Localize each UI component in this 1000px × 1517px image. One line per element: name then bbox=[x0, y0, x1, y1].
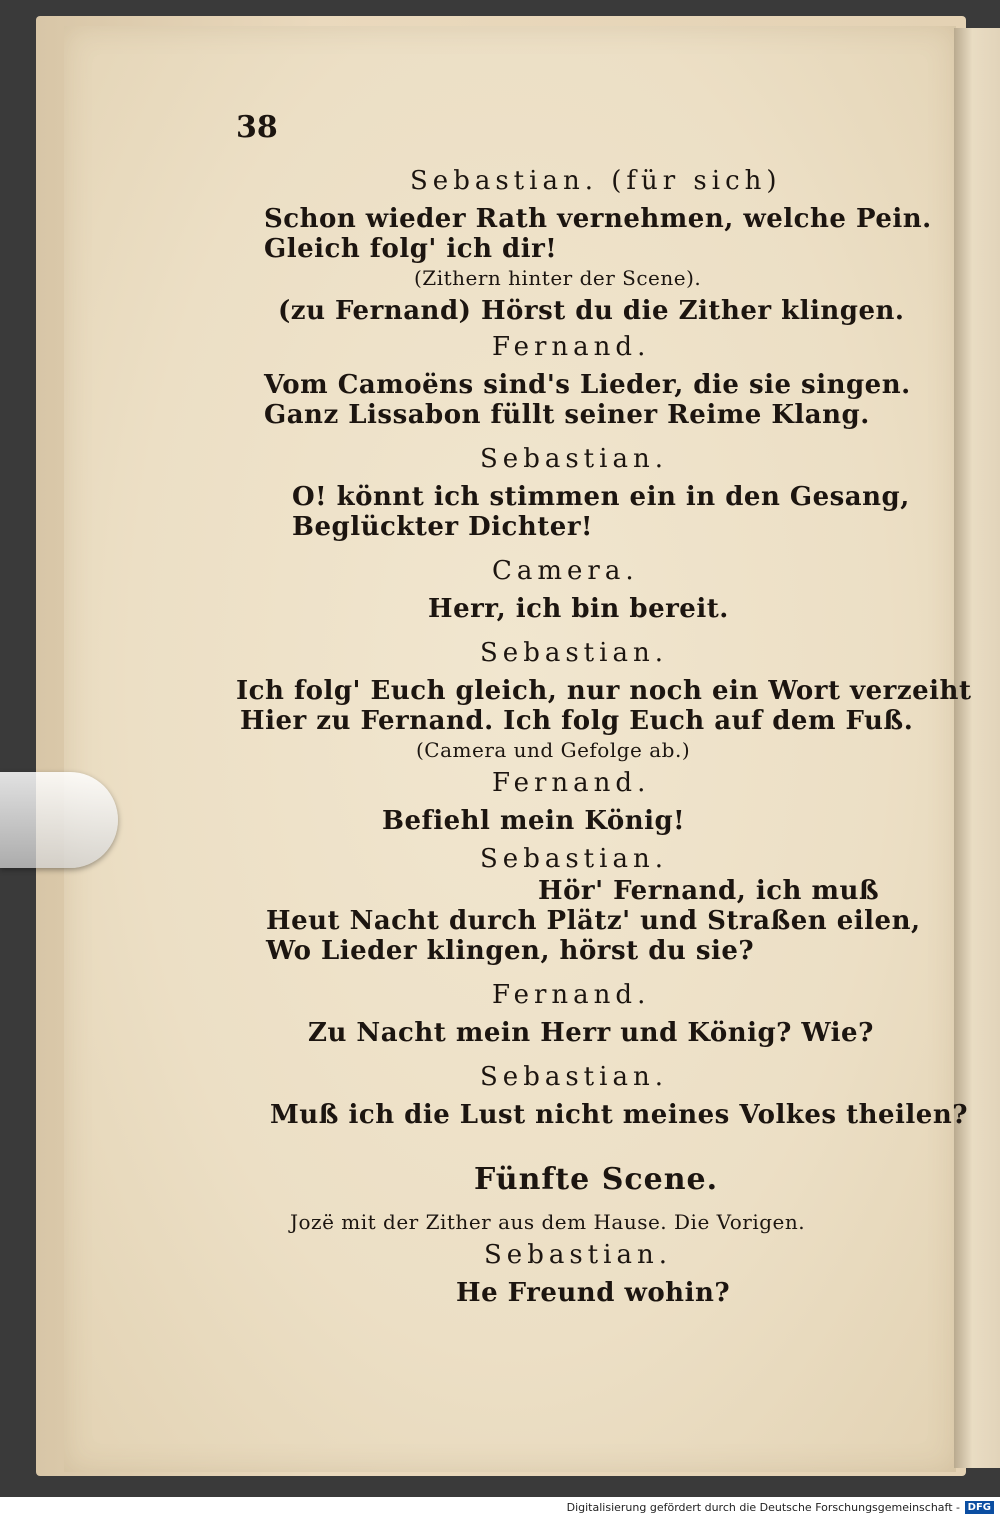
speaker-line: Sebastian. bbox=[484, 1240, 672, 1270]
footer-bar bbox=[0, 1497, 1000, 1517]
speaker-line: Fernand. bbox=[492, 980, 651, 1010]
stage-direction: (Zithern hinter der Scene). bbox=[414, 266, 702, 290]
stage-direction: Jozë mit der Zither aus dem Hause. Die Vorigen. bbox=[290, 1210, 806, 1234]
facing-page-edge bbox=[954, 28, 1000, 1468]
verse-line: Schon wieder Rath vernehmen, welche Pein. bbox=[264, 204, 932, 234]
speaker-line: Fernand. bbox=[492, 332, 651, 362]
verse-line: Muß ich die Lust nicht meines Volkes theilen? bbox=[270, 1100, 968, 1130]
verse-line: Gleich folg' ich dir! bbox=[264, 234, 558, 264]
stage-direction: (Camera und Gefolge ab.) bbox=[416, 738, 691, 762]
speaker-line: Camera. bbox=[492, 556, 639, 586]
verse-line: Zu Nacht mein Herr und König? Wie? bbox=[308, 1018, 874, 1048]
speaker-line: Fernand. bbox=[492, 768, 651, 798]
speaker-line: Sebastian. bbox=[480, 844, 668, 874]
speaker-line: Sebastian. (für sich) bbox=[410, 166, 782, 196]
verse-line: Ich folg' Euch gleich, nur noch ein Wort verzeiht bbox=[236, 676, 972, 706]
dfg-logo: DFG bbox=[965, 1501, 994, 1514]
verse-line: (zu Fernand) Hörst du die Zither klingen. bbox=[278, 296, 905, 326]
verse-line: Ganz Lissabon füllt seiner Reime Klang. bbox=[264, 400, 870, 430]
verse-line: O! könnt ich stimmen ein in den Gesang, bbox=[292, 482, 910, 512]
verse-line: Herr, ich bin bereit. bbox=[428, 594, 729, 624]
verse-line: Vom Camoëns sind's Lieder, die sie singen. bbox=[264, 370, 911, 400]
verse-line: Heut Nacht durch Plätz' und Straßen eilen, bbox=[266, 906, 921, 936]
speaker-line: Sebastian. bbox=[480, 638, 668, 668]
verse-line: Hier zu Fernand. Ich folg Euch auf dem Fuß. bbox=[240, 706, 914, 736]
verse-line: Befiehl mein König! bbox=[382, 806, 686, 836]
footer-credit: Digitalisierung gefördert durch die Deutsche Forschungsgemeinschaft - bbox=[566, 1501, 960, 1514]
verse-line: Wo Lieder klingen, hörst du sie? bbox=[266, 936, 755, 966]
verse-line: Beglückter Dichter! bbox=[292, 512, 593, 542]
scene-title: Fünfte Scene. bbox=[474, 1162, 719, 1197]
speaker-line: Sebastian. bbox=[480, 444, 668, 474]
verse-line: Hör' Fernand, ich muß bbox=[538, 876, 880, 906]
page-text bbox=[64, 26, 972, 1472]
verse-line: He Freund wohin? bbox=[456, 1278, 731, 1308]
speaker-line: Sebastian. bbox=[480, 1062, 668, 1092]
page-number: 38 bbox=[236, 110, 278, 145]
